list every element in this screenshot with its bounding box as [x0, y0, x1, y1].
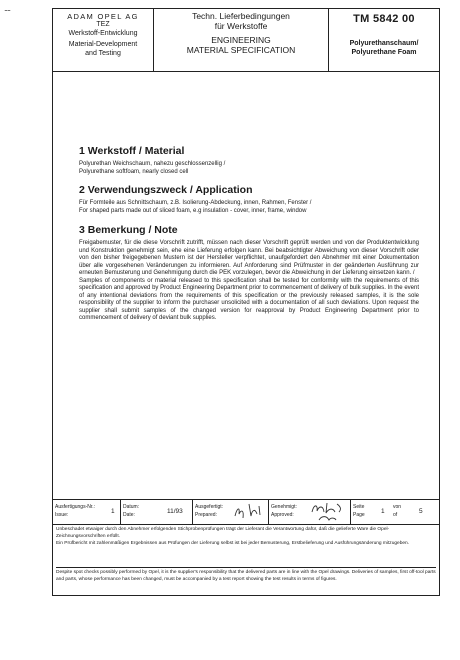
section-3-title: 3 Bemerkung / Note — [79, 224, 178, 236]
material-de: Polyurethanschaum/ — [349, 40, 419, 47]
footer-notes-de — [56, 526, 436, 547]
of-label-de: von — [393, 504, 402, 510]
prepared-label-de: Ausgefertigt: — [195, 504, 224, 510]
section-1-text-de: Polyurethan Weichschaum, nahezu geschlossenzellig / — [79, 161, 226, 167]
note-en: Despite spot checks possibly performed by Opel, it is the supplier's responsibility that the delivered parts are in line with the Opel drawings. Deliveries of samples, first off-tool parts and parts, whose performance has been changed, must be accompanied by a test report showing the test results in terms of figures. — [56, 570, 436, 582]
prepared-label-en: Prepared: — [195, 512, 217, 518]
footer-date-cell — [121, 500, 193, 524]
approved-signature-icon — [309, 500, 349, 522]
footer-block — [53, 499, 439, 525]
header-title-cell — [154, 9, 329, 71]
material-en: Polyurethane Foam — [351, 49, 417, 56]
content-body — [79, 145, 419, 323]
section-3-text-de: Freigabemuster, für die diese Vorschrift zutrifft, müssen nach dieser Vorschrift geprüft werden und von der Produktentwicklung und Konstruktion genehmigt sein, ehe eine Lieferung erfolgen kann. Bei beabsichtigter Abweichung von dieser Vorschrift oder von den bisher freigegebenen Mustern ist der Hersteller verpflichtet, unaufgefordert den Abnehmer mit einer Dokumentation über alle vorgesehenen Veränderungen zu informieren. Auf Anforderung sind Prüfmuster in der geänderten Ausführung zur erneuten Bemusterung und Genehmigung durch die PEK vorzulegen, bevor die Abweichung in der Lieferung einsetzen kann. / — [79, 240, 419, 276]
page-value: 1 — [381, 508, 385, 515]
issue-label-en: Issue: — [55, 512, 69, 518]
header-spec-cell — [329, 9, 439, 71]
section-2-text-de: Für Formteile aus Schnittschaum, z.B. Isolierung-Abdeckung, innen, Rahmen, Fenster / — [79, 200, 312, 206]
footer-prepared-cell — [193, 500, 269, 524]
specification-sheet — [52, 8, 440, 596]
of-value: 5 — [419, 508, 423, 515]
section-1-title: 1 Werkstoff / Material — [79, 145, 185, 157]
footer-issue-cell — [53, 500, 121, 524]
title-de-1: Techn. Lieferbedingungen — [192, 11, 290, 21]
section-1-text-en: Polyurethane softfoam, nearly closed cell — [79, 168, 189, 175]
page-label-en: Page — [353, 512, 365, 518]
page-label-de: Seite — [353, 504, 365, 510]
issue-value: 1 — [111, 508, 115, 515]
title-en-1: ENGINEERING — [211, 35, 271, 45]
spec-number: TM 5842 00 — [353, 13, 415, 25]
header-company-cell — [53, 9, 154, 71]
of-label-en: of — [393, 512, 398, 518]
department-en-2: and Testing — [85, 49, 121, 57]
note-de: Unbeschadet etwaiger durch den Abnehmer erfolgenden Stichprobenprüfungen trägt der Lieferant die Verantwortung dafür, daß die gelieferte Ware die Opel-Zeichnungsvorschriften erfüllt. — [56, 527, 390, 539]
approved-label-en: Approved: — [271, 512, 294, 518]
corner-mark: .... — [4, 3, 11, 13]
section-2-title: 2 Verwendungszweck / Application — [79, 184, 253, 196]
section-2-text-en: For shaped parts made out of sliced foam, e.g insulation - cover, inner, frame, window — [79, 207, 307, 214]
department-en-1: Material-Development — [68, 41, 138, 48]
approved-label-de: Genehmigt: — [271, 504, 297, 510]
note-de-2: Ein Prüfbericht mit zahlenmäßigen Ergebnissen aus Prüfungen der Lieferung selbst ist bei jeder Bemusterung, Erstbelieferung und Ausführungsänderung mitzugeben. — [56, 541, 410, 546]
footer-page-cell — [351, 500, 439, 524]
prepared-signature-icon — [231, 500, 267, 522]
title-en-2: MATERIAL SPECIFICATION — [186, 45, 296, 55]
section-3-text-en: Samples of components or material released to this specification shall be tested for conformity with the requirements of this specification and approved by Product Engineering Department prior to commencement of delivery of bulk supplies. In the event of any intentional deviations from the requirements of this specification or the previously released samples, it is the sole responsibility of the supplier to inform the purchaser unsolicited with a documentation of all such deviations. Upon request the supplier shall submit samples of the changed version for reapproval by Product Engineering Department prior to commencement of delivery of deviant bulk supplies. — [79, 277, 419, 321]
footer-approved-cell — [269, 500, 351, 524]
date-label-de: Datum: — [123, 504, 140, 510]
header-block — [53, 9, 439, 72]
date-value: 11/93 — [167, 508, 183, 515]
department-de: Werkstoff-Entwicklung — [68, 29, 138, 37]
issue-label-de: Ausfertigungs-Nr.: — [55, 504, 96, 510]
company-unit: TEZ — [96, 21, 110, 28]
title-de-2: für Werkstoffe — [214, 21, 268, 31]
footer-notes-en — [56, 567, 436, 583]
date-label-en: Date: — [123, 512, 135, 518]
company-name: ADAM OPEL AG — [67, 12, 139, 21]
